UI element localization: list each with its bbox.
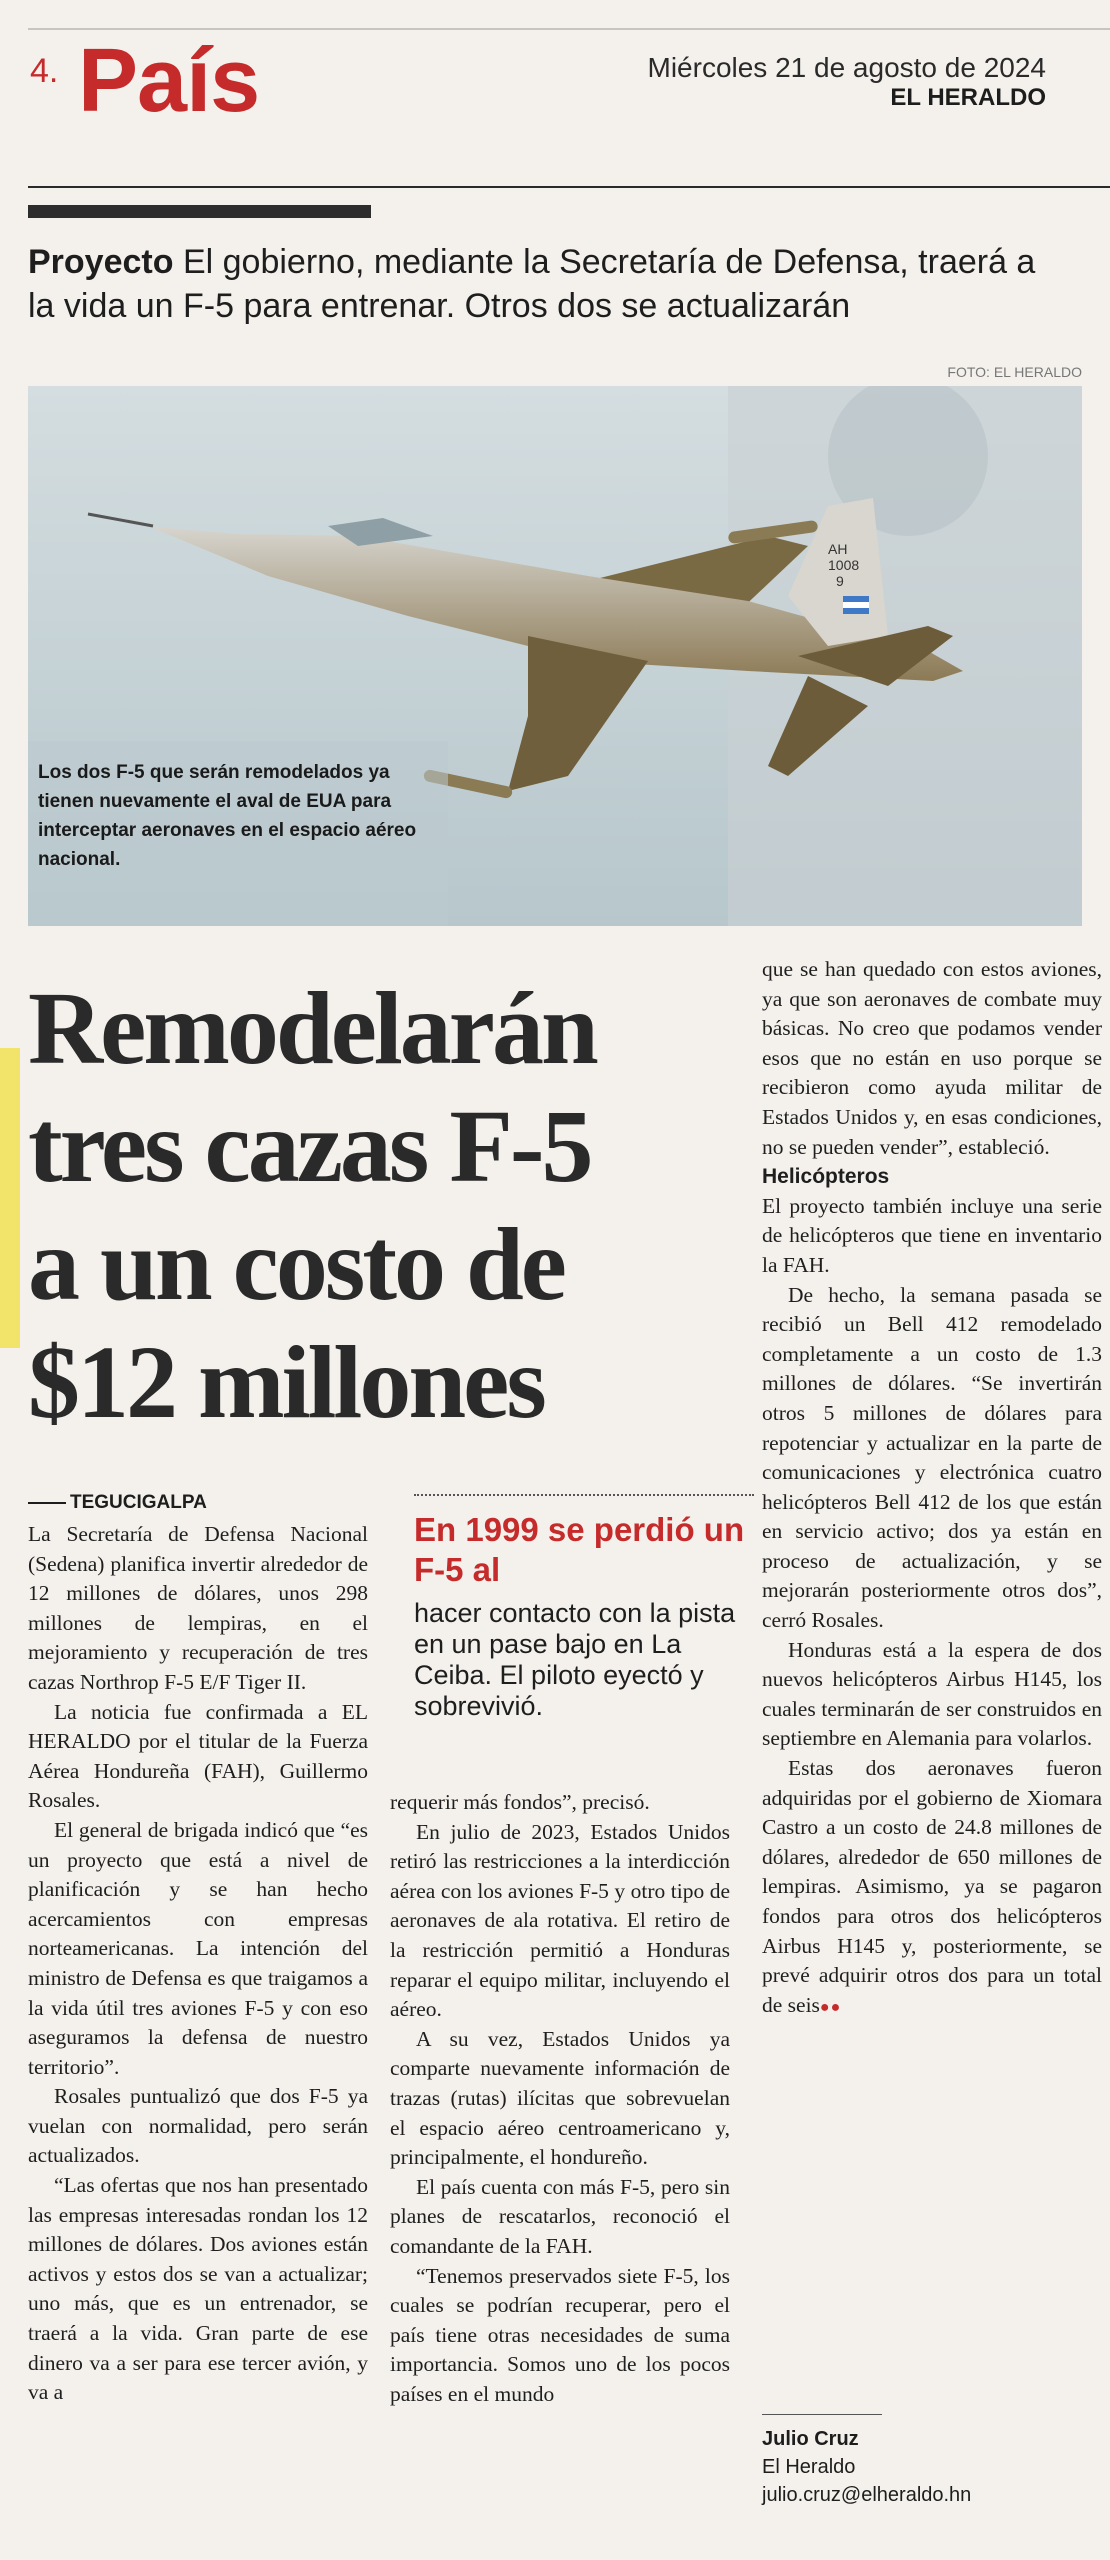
paragraph: De hecho, la semana pasada se recibió un Bell 412 remodelado completamente a un costo de 1.3 millones de dólares. “Se invertirán otros 5 millones de dólares para repotenciar y actualizar en la parte de comunicaciones y electrónica cuatro helicópteros Bell 412 de los que están en servicio activo; dos ya están en proceso de actualización, y se mejorarán posteriormente otros dos”, cerró Rosales.: [762, 1282, 1102, 1633]
tail-code-3: 9: [836, 573, 844, 589]
paragraph: El país cuenta con más F-5, pero sin planes de rescatarlos, reconoció el comandante de la FAH.: [390, 2174, 730, 2258]
paragraph: El proyecto también incluye una serie de helicópteros que tiene en inventario la FAH.: [762, 1193, 1102, 1277]
article-column-2: [390, 1788, 730, 2409]
headline-line: Remodelarán: [28, 971, 596, 1086]
issue-date: Miércoles 21 de agosto de 2024: [647, 52, 1046, 83]
end-mark: ●●: [819, 1998, 842, 2016]
section-title: País: [78, 31, 260, 131]
kicker-bar: [28, 205, 371, 218]
paragraph: Rosales puntualizó que dos F-5 ya vuelan con normalidad, pero serán actualizados.: [28, 2084, 368, 2168]
author-org: El Heraldo: [762, 2456, 856, 2478]
headline-line: tres cazas F-5: [28, 1089, 591, 1204]
signature-rule: [762, 2414, 882, 2415]
paragraph: La noticia fue confirmada a EL HERALDO por el titular de la Fuerza Aérea Hondureña (FAH), Guillermo Rosales.: [28, 1699, 368, 1813]
page-number: 4.: [30, 52, 59, 90]
article-column-3: [762, 955, 1102, 2022]
paragraph: El general de brigada indicó que “es un proyecto que está a nivel de planificación y se han hecho acercamientos con empresas norteamericanas. La intención del ministro de Defensa es que traigamos a la vida útil tres aviones F-5 y con eso aseguramos la defensa de nuestro territorio”.: [28, 1817, 368, 2079]
paragraph: La Secretaría de Defensa Nacional (Sedena) planifica invertir alrededor de 12 millones de dólares, unos 298 millones de lempiras, en el mejoramiento y recuperación de tres cazas Northrop F-5 E/F Tiger II.: [28, 1522, 368, 1694]
photo-caption: Los dos F-5 que serán remodelados ya tienen nuevamente el aval de EUA para interceptar aeronaves en el espacio aéreo nacional.: [38, 762, 417, 870]
article-column-1: [28, 1520, 368, 2408]
pullquote-rule: [414, 1494, 754, 1496]
dateline: TEGUCIGALPA: [28, 1492, 207, 1514]
deck-label: Proyecto: [28, 243, 174, 281]
paragraph: Honduras está a la espera de dos nuevos helicópteros Airbus H145, los cuales terminarán de ser construidos en septiembre en Alemania para volarlos.: [762, 1637, 1102, 1751]
highlighter-mark: [0, 1048, 20, 1348]
paragraph: A su vez, Estados Unidos ya comparte nuevamente información de trazas (rutas) ilícitas que sobrevuelan el espacio aéreo centroamericano y, principalmente, el hondureño.: [390, 2026, 730, 2170]
paragraph: “Tenemos preservados siete F-5, los cuales se podrían recuperar, pero el país tiene otras necesidades de suma importancia. Somos uno de los pocos países en el mundo: [390, 2263, 730, 2406]
paragraph: “Las ofertas que nos han presentado las empresas interesadas rondan los 12 millones de dólares. Dos aviones están activos y estos dos se van a actualizar; uno más, que es un entrenador, se traerá a la vida. Gran parte de ese dinero va a ser para ese tercer avión, y va a: [28, 2173, 368, 2405]
deck: [28, 240, 1068, 328]
paragraph: que se han quedado con estos aviones, ya que son aeronaves de combate muy básicas. No creo que podamos vender esos que no están en uso porque se recibieron como ayuda militar de Estados Unidos y, en esas condiciones, no se pueden vender”, estableció.: [762, 957, 1102, 1159]
paragraph: requerir más fondos”, precisó.: [390, 1790, 650, 1814]
paragraph-text: Estas dos aeronaves fueron adquiridas por el gobierno de Xiomara Castro a un costo de 24.8 millones de dólares, alrededor de 650 millones de lempiras. Asimismo, ya se pagaron fondos para otros dos helicópteros Airbus H145 y, posteriormente, se prevé adquirir otros dos para un total de seis: [762, 1756, 1102, 2017]
headline-line: $12 millones: [28, 1325, 544, 1440]
author-email: julio.cruz@elheraldo.hn: [762, 2484, 972, 2506]
author-name: Julio Cruz: [762, 2428, 859, 2450]
tail-code-1: AH: [828, 541, 848, 557]
header-rule: [28, 186, 1110, 188]
headline: [28, 970, 768, 1442]
headline-line: a un costo de: [28, 1207, 564, 1322]
subhead-helicopteros: Helicópteros: [762, 1165, 890, 1189]
newspaper-name: EL HERALDO: [890, 84, 1046, 111]
paragraph: En julio de 2023, Estados Unidos retiró las restricciones a la interdicción aérea con los aviones F-5 y otro tipo de aeronaves de ala rotativa. El retiro de la restricción permitió a Honduras reparar el equipo militar, incluyendo el aéreo.: [390, 1819, 730, 2022]
tail-code-2: 1008: [828, 557, 860, 573]
pullquote-highlight: En 1999 se perdió un F-5 al: [414, 1511, 745, 1588]
deck-text: El gobierno, mediante la Secretaría de Defensa, traerá a la vida un F-5 para entrenar. Otros dos se actualizarán: [28, 243, 1036, 325]
photo-credit: FOTO: EL HERALDO: [947, 364, 1082, 380]
pullquote-text: hacer contacto con la pista en un pase bajo en La Ceiba. El piloto eyectó y sobrevivió.: [414, 1598, 736, 1721]
paragraph: [762, 1754, 1102, 2022]
